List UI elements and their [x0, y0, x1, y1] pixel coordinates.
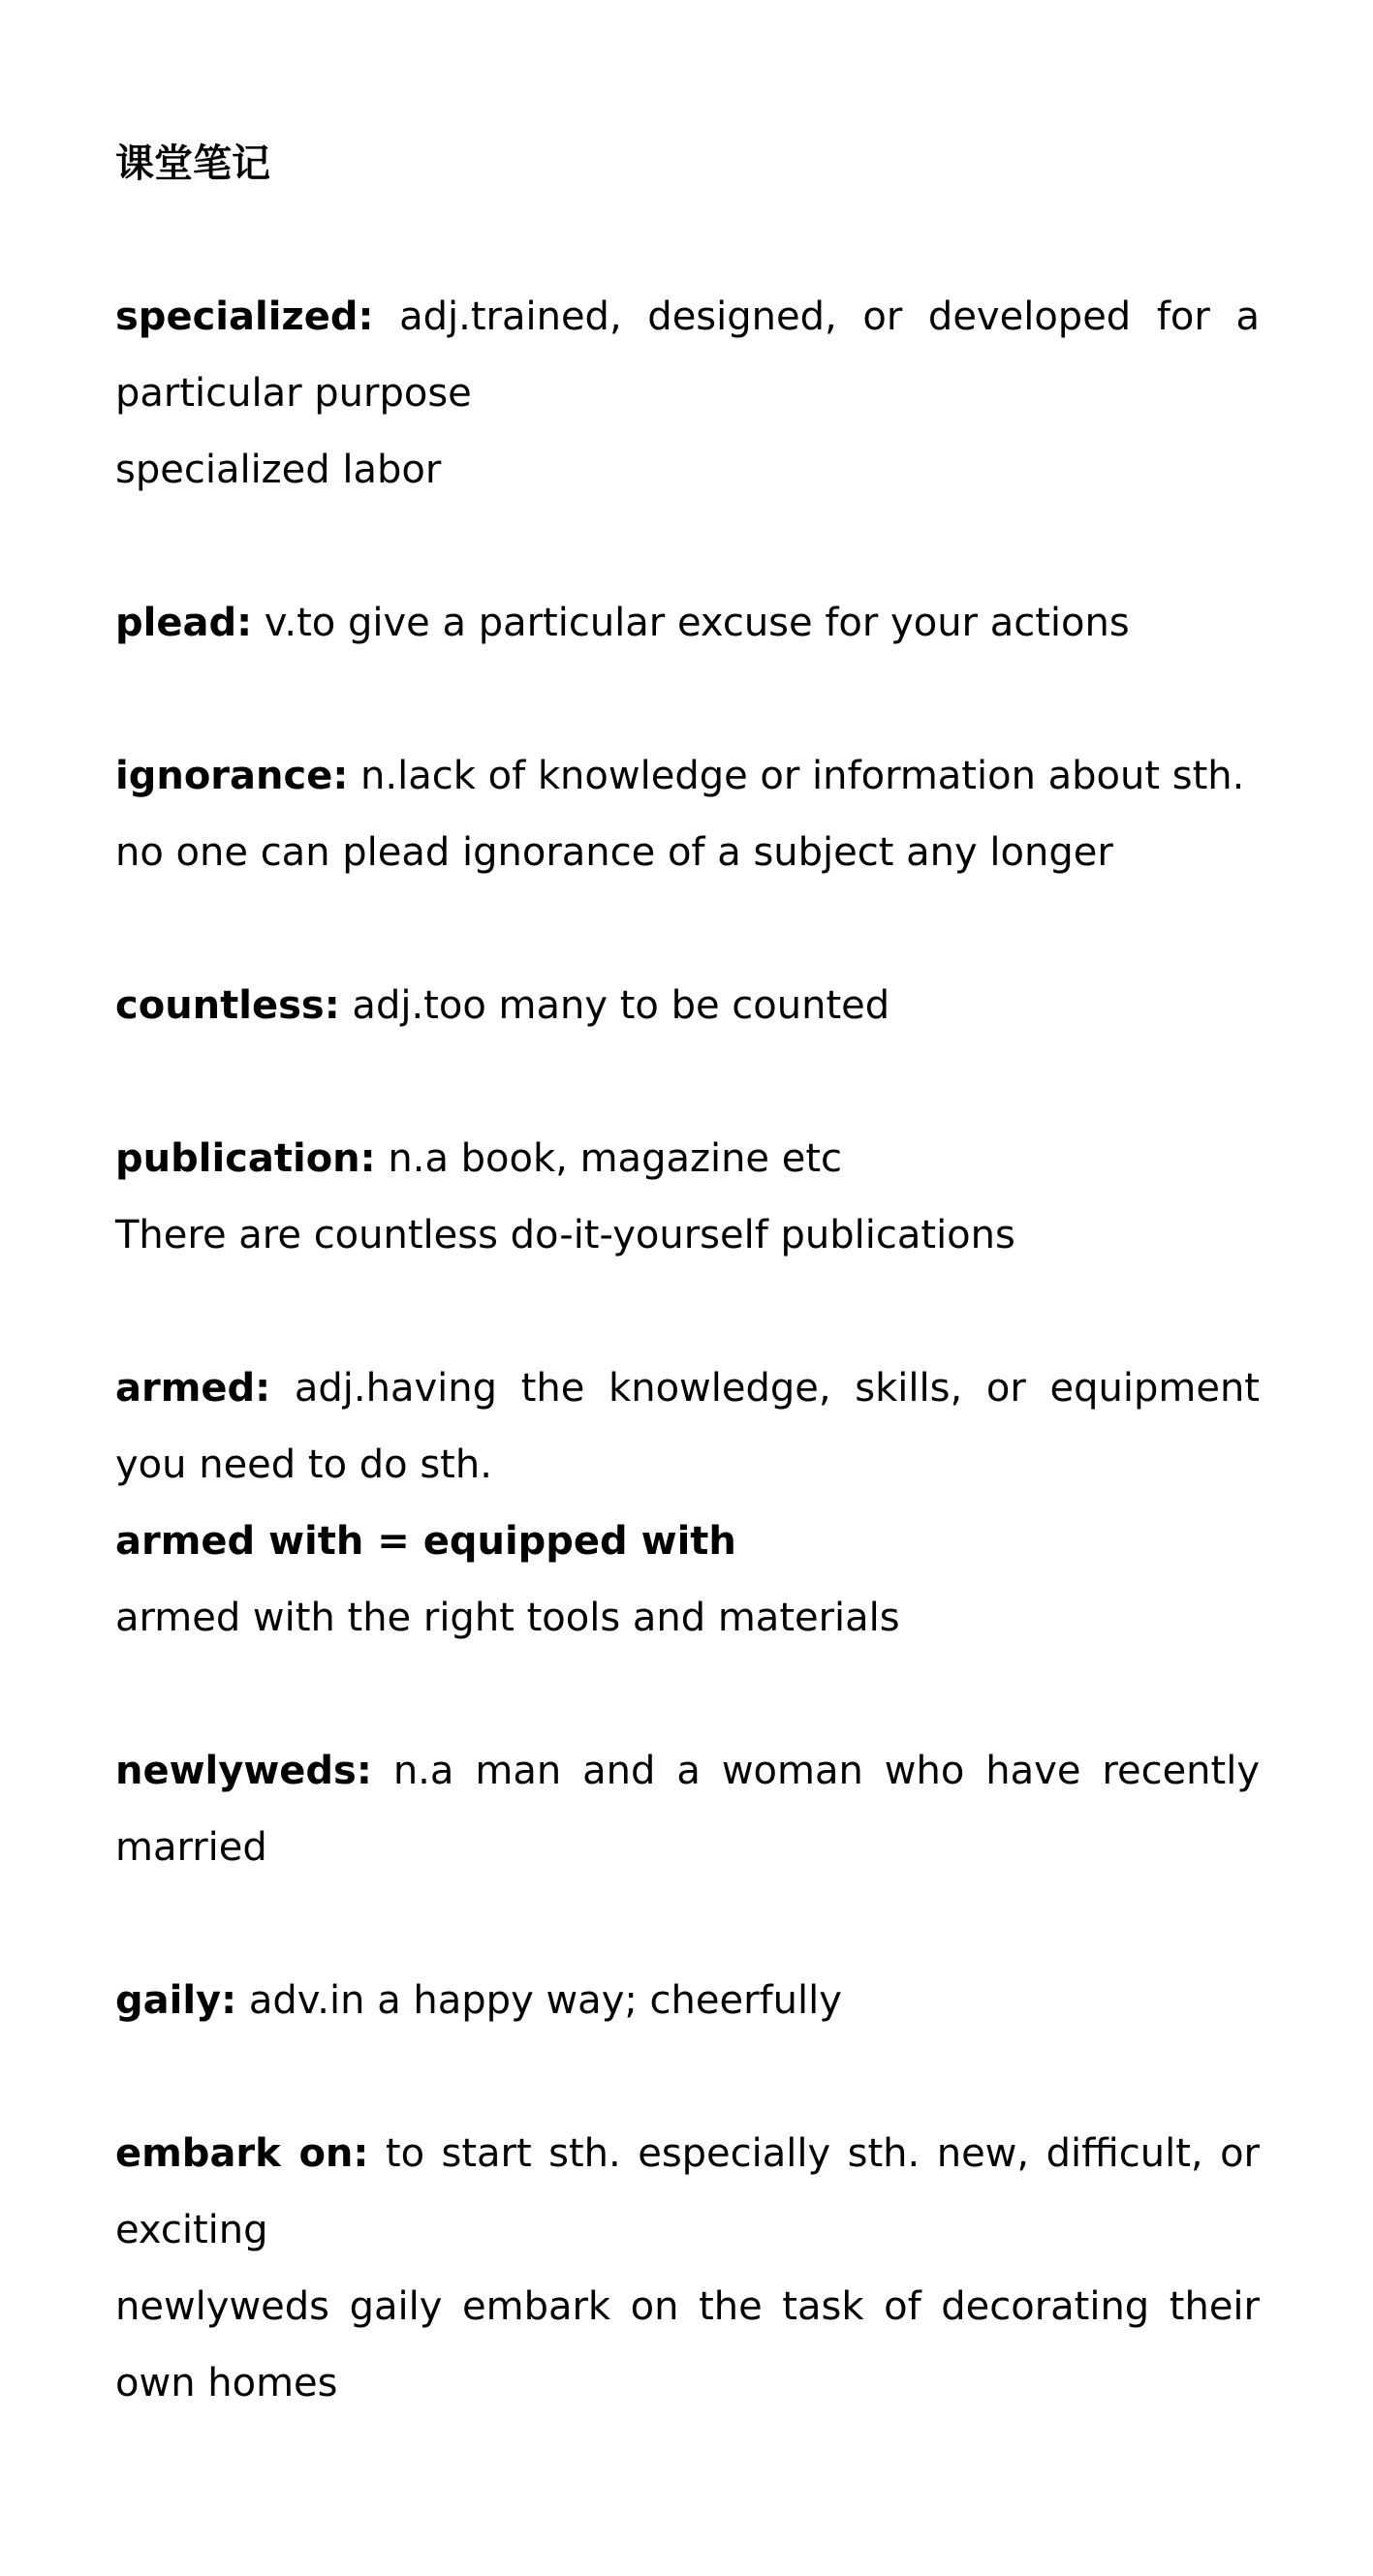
phrase-line: armed with = equipped with	[115, 1519, 736, 1564]
vocab-term: plead:	[115, 601, 253, 645]
notes-page	[115, 126, 1260, 2422]
vocab-entry-ignorance	[115, 738, 1260, 891]
vocab-term: newlyweds:	[115, 1749, 372, 1793]
vocab-definition: n.lack of knowledge or information about sth.	[348, 754, 1245, 798]
definition-line	[115, 968, 1260, 1044]
vocab-entry-newlyweds	[115, 1733, 1260, 1886]
vocab-definition: adv.in a happy way; cheerfully	[236, 1978, 842, 2023]
definition-line	[115, 738, 1260, 815]
vocab-term: countless:	[115, 983, 340, 1028]
vocab-entry-countless	[115, 968, 1260, 1044]
definition-line	[115, 585, 1260, 662]
vocab-term: embark on:	[115, 2131, 369, 2176]
vocab-definition: adj.too many to be counted	[339, 983, 890, 1028]
example-sentence: no one can plead ignorance of a subject any longer	[115, 830, 1113, 875]
vocab-entry-gaily	[115, 1963, 1260, 2039]
definition-line	[115, 1733, 1260, 1886]
vocab-entry-plead	[115, 585, 1260, 662]
example-sentence: armed with the right tools and materials	[115, 1596, 900, 1640]
vocab-entry-specialized	[115, 279, 1260, 509]
vocab-definition: v.to give a particular excuse for your actions	[252, 601, 1130, 645]
example-sentence: There are countless do-it-yourself publications	[115, 1213, 1015, 1257]
vocab-term: ignorance:	[115, 754, 349, 798]
vocab-term: publication:	[115, 1136, 376, 1181]
vocab-definition: adj.trained, designed, or developed for a particular purpose	[115, 295, 1260, 416]
vocab-entry-publication	[115, 1121, 1260, 1274]
example-sentence: specialized labor	[115, 448, 442, 492]
definition-line	[115, 1121, 1260, 1197]
vocab-definition: to start sth. especially sth. new, difficult, or exciting	[115, 2131, 1260, 2252]
vocab-term: specialized:	[115, 295, 374, 339]
vocab-entry-embark-on	[115, 2116, 1260, 2422]
definition-line	[115, 2116, 1260, 2269]
vocab-definition: n.a man and a woman who have recently married	[115, 1749, 1260, 1870]
vocab-entry-armed	[115, 1350, 1260, 1657]
vocab-term: armed:	[115, 1366, 271, 1411]
page-title: 课堂笔记	[115, 141, 270, 186]
definition-line	[115, 1350, 1260, 1504]
example-sentence: newlyweds gaily embark on the task of decorating their own homes	[115, 2284, 1260, 2405]
definition-line	[115, 279, 1260, 432]
vocab-term: gaily:	[115, 1978, 237, 2023]
vocab-definition: n.a book, magazine etc	[375, 1136, 843, 1181]
vocab-definition: adj.having the knowledge, skills, or equipment you need to do sth.	[115, 1366, 1260, 1487]
definition-line	[115, 1963, 1260, 2039]
